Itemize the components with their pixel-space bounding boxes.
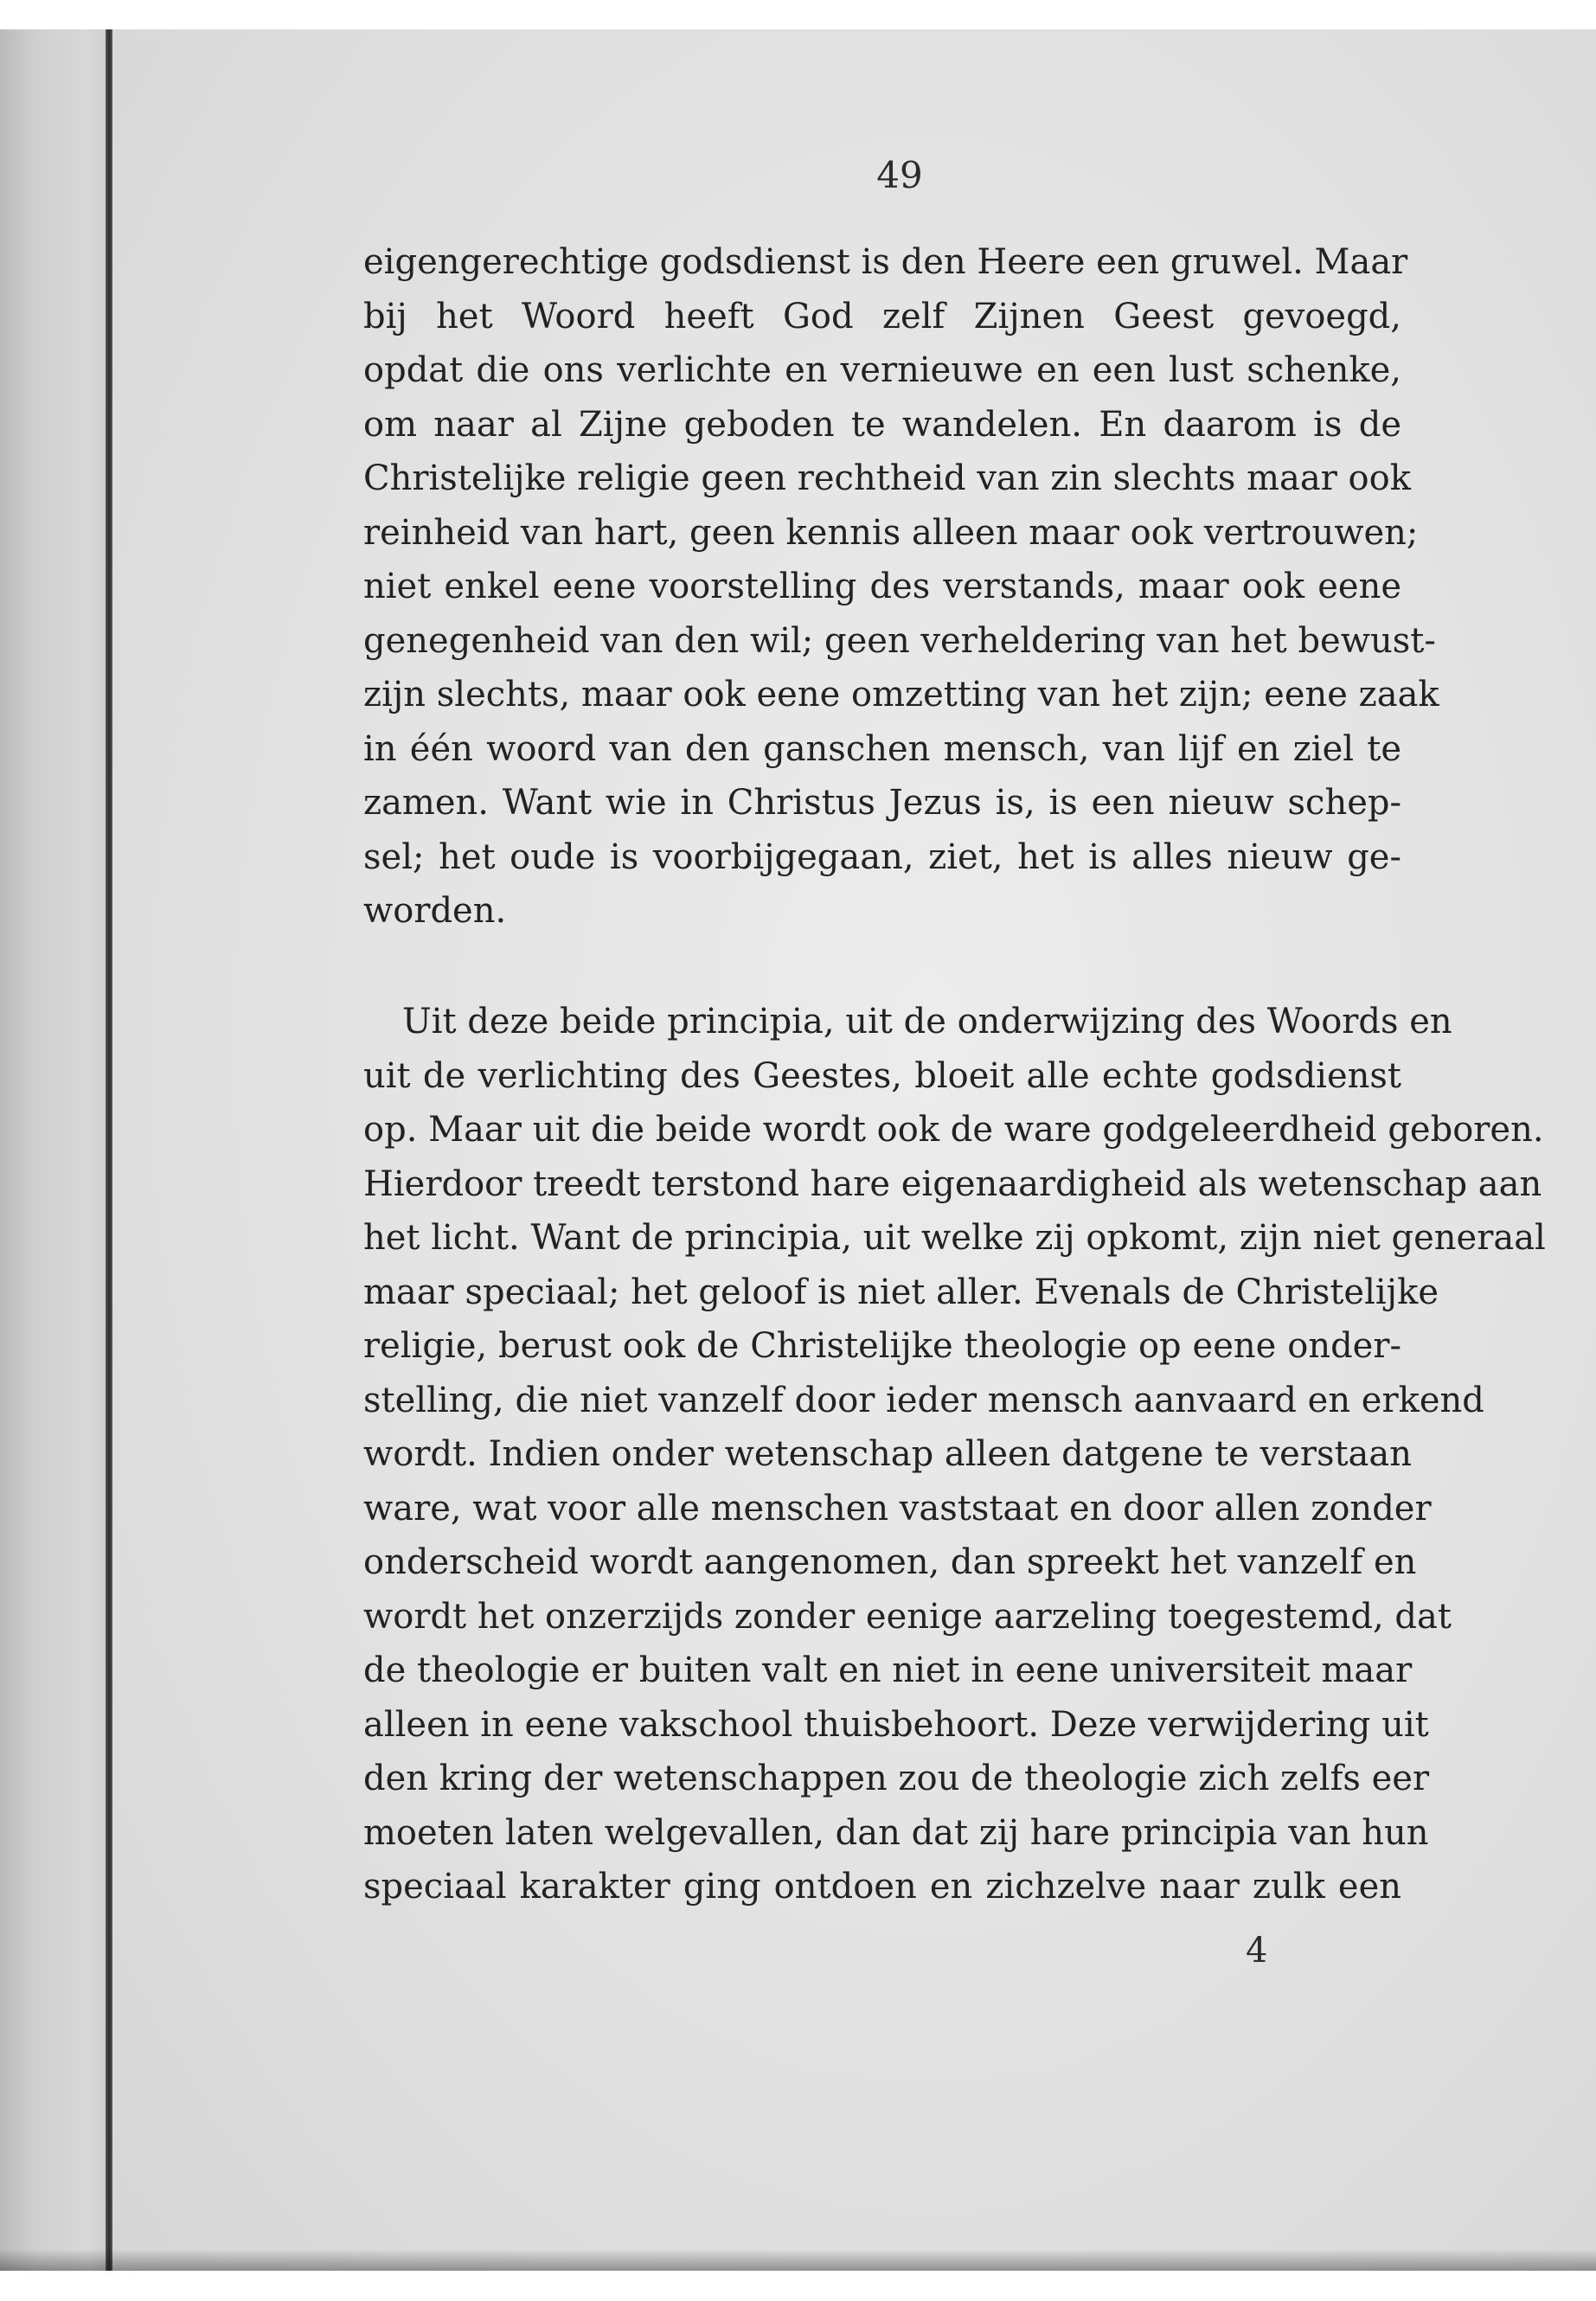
text-line: speciaal karakter ging ontdoen en zichzelve naar zulk een [363, 1867, 1401, 1907]
text-line: de theologie er buiten valt en niet in eene universiteit maar [363, 1650, 1413, 1690]
text-line: opdat die ons verlichte en vernieuwe en een lust schenke, [363, 350, 1401, 390]
scan-bottom-margin [0, 2271, 1596, 2301]
text-line: niet enkel eene voorstelling des verstands, maar ook eene [363, 567, 1401, 606]
text-line: wordt het onzerzijds zonder eenige aarzeling toegestemd, dat [363, 1596, 1452, 1637]
text-line: maar speciaal; het geloof is niet aller. Evenals de Christelijke [363, 1272, 1439, 1312]
text-line: sel; het oude is voorbijgegaan, ziet, het is alles nieuw ge- [363, 836, 1401, 877]
text-line: het licht. Want de principia, uit welke zij opkomt, zijn niet generaal [363, 1218, 1546, 1258]
page-bottom-shadow [0, 2249, 1596, 2271]
text-line: worden. [363, 891, 507, 931]
scan-top-margin [0, 0, 1596, 29]
text-line: uit de verlichting des Geestes, bloeit alle echte godsdienst [363, 1055, 1401, 1096]
text-line: in één woord van den ganschen mensch, van lijf en ziel te [363, 728, 1401, 769]
text-line: zamen. Want wie in Christus Jezus is, is een nieuw schep- [363, 783, 1401, 823]
text-line: Christelijke religie geen rechtheid van zin slechts maar ook [363, 458, 1411, 498]
text-line: wordt. Indien onder wetenschap alleen datgene te verstaan [363, 1434, 1413, 1474]
text-line: bij het Woord heeft God zelf Zijnen Geest gevoegd, [363, 296, 1401, 336]
text-line: stelling, die niet vanzelf door ieder mensch aanvaard en erkend [363, 1380, 1484, 1420]
text-line: op. Maar uit die beide wordt ook de ware godgeleerdheid geboren. [363, 1110, 1544, 1150]
text-line: alleen in eene vakschool thuisbehoort. Deze verwijdering uit [363, 1704, 1429, 1745]
page-number: 49 [876, 154, 923, 196]
text-line: den kring der wetenschappen zou de theologie zich zelfs eer [363, 1759, 1430, 1798]
text-line: zijn slechts, maar ook eene omzetting van het zijn; eene zaak [363, 675, 1439, 715]
text-line: Uit deze beide principia, uit de onderwijzing des Woords en [402, 1002, 1452, 1042]
text-line: religie, berust ook de Christelijke theologie op eene onder- [363, 1326, 1401, 1366]
text-line: onderscheid wordt aangenomen, dan spreekt het vanzelf en [363, 1542, 1417, 1582]
paragraph-1 [363, 235, 1439, 939]
text-line: genegenheid van den wil; geen verheldering van het bewust- [363, 620, 1436, 661]
book-spine [106, 29, 112, 2271]
text-line: ware, wat voor alle menschen vaststaat en door allen zonder [363, 1488, 1432, 1529]
text-line: reinheid van hart, geen kennis alleen maar ook vertrouwen; [363, 512, 1419, 553]
text-line: Hierdoor treedt terstond hare eigenaardigheid als wetenschap aan [363, 1163, 1542, 1204]
signature-mark: 4 [1246, 1931, 1268, 1971]
text-line: eigengerechtige godsdienst is den Heere een gruwel. Maar [363, 242, 1408, 282]
text-line: om naar al Zijne geboden te wandelen. En daarom is de [363, 404, 1401, 445]
paragraph-2 [363, 995, 1546, 1914]
text-line: moeten laten welgevallen, dan dat zij hare principia van hun [363, 1812, 1429, 1853]
